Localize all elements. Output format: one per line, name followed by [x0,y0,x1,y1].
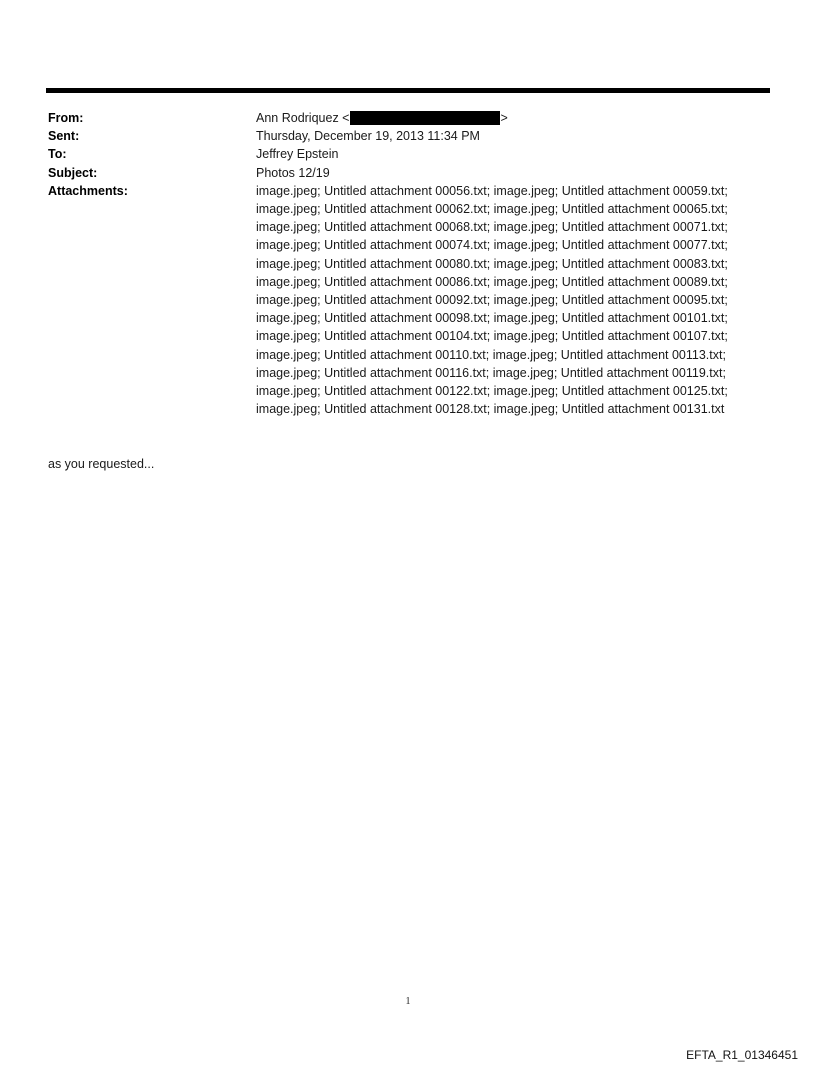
sent-value: Thursday, December 19, 2013 11:34 PM [256,129,480,144]
sent-row [48,127,770,145]
from-suffix: > [500,111,508,125]
attachment-line: image.jpeg; Untitled attachment 00092.txt; image.jpeg; Untitled attachment 00095.txt; [256,293,728,308]
attachment-line: image.jpeg; Untitled attachment 00128.txt; image.jpeg; Untitled attachment 00131.txt [256,402,725,417]
redaction-box [350,111,500,125]
from-name: Ann Rodriquez < [256,111,350,125]
email-body: as you requested... [48,457,155,471]
attachment-line: image.jpeg; Untitled attachment 00062.txt; image.jpeg; Untitled attachment 00065.txt; [256,202,728,217]
attachment-line: image.jpeg; Untitled attachment 00098.txt; image.jpeg; Untitled attachment 00101.txt; [256,311,728,326]
attachments-label: Attachments: [48,183,128,198]
from-label: From: [48,111,84,125]
attachment-line: image.jpeg; Untitled attachment 00110.txt; image.jpeg; Untitled attachment 00113.txt; [256,347,726,362]
subject-row [48,164,770,182]
attachments-list [256,182,770,419]
attachment-line: image.jpeg; Untitled attachment 00056.txt; image.jpeg; Untitled attachment 00059.txt; [256,183,728,198]
attachments-row [48,182,770,419]
attachment-line: image.jpeg; Untitled attachment 00116.txt; image.jpeg; Untitled attachment 00119.txt; [256,365,726,380]
to-value: Jeffrey Epstein [256,147,339,162]
attachment-line: image.jpeg; Untitled attachment 00080.txt; image.jpeg; Untitled attachment 00083.txt; [256,256,728,271]
bates-number: EFTA_R1_01346451 [686,1048,798,1062]
email-header [48,109,770,418]
attachment-line: image.jpeg; Untitled attachment 00074.txt; image.jpeg; Untitled attachment 00077.txt; [256,238,728,253]
page-number: 1 [405,996,411,1007]
attachment-line: image.jpeg; Untitled attachment 00086.txt; image.jpeg; Untitled attachment 00089.txt; [256,274,728,289]
subject-value: Photos 12/19 [256,165,330,180]
from-row [48,109,770,127]
to-label: To: [48,147,67,162]
to-row [48,145,770,163]
attachment-line: image.jpeg; Untitled attachment 00068.txt; image.jpeg; Untitled attachment 00071.txt; [256,220,728,235]
from-value [256,109,770,127]
header-rule [46,88,770,93]
sent-label: Sent: [48,129,80,144]
subject-label: Subject: [48,165,98,180]
attachment-line: image.jpeg; Untitled attachment 00104.txt; image.jpeg; Untitled attachment 00107.txt; [256,329,728,344]
attachment-line: image.jpeg; Untitled attachment 00122.txt; image.jpeg; Untitled attachment 00125.txt; [256,384,728,399]
